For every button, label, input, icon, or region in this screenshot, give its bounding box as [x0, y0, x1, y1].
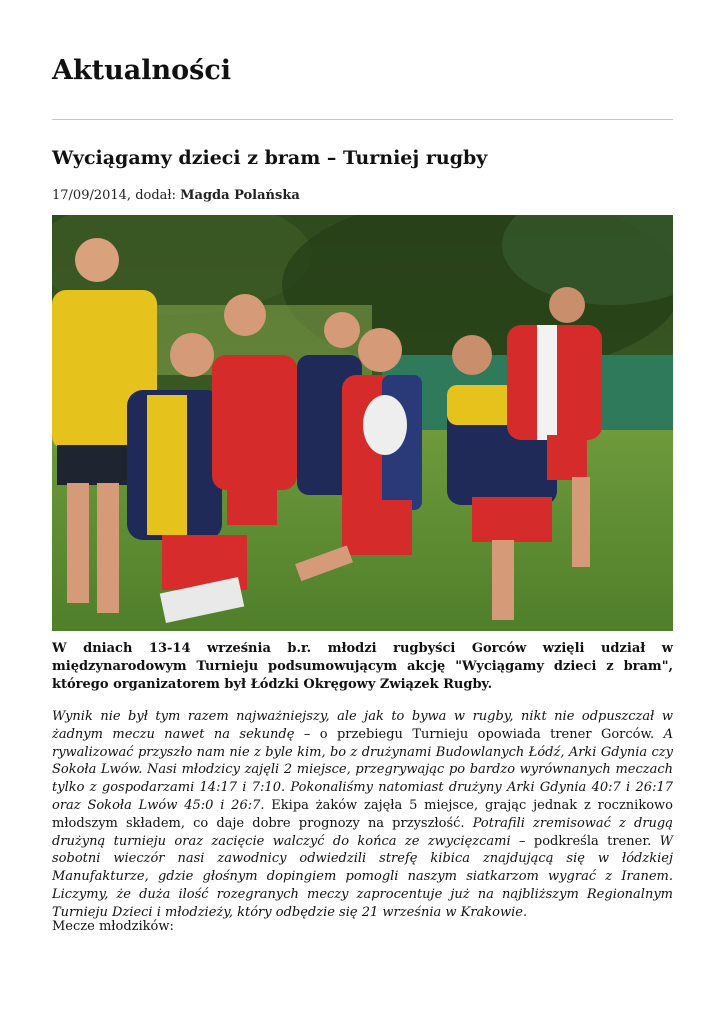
- matches-heading: Mecze młodzików:: [52, 919, 174, 934]
- divider: [52, 119, 673, 120]
- body-segment: Ekipa żaków zajęła 5 miejsce, grając jednak z rocznikowo młodszym składem, co daje dobre prognozy na przyszłość.: [52, 797, 673, 831]
- body-segment: Potrafili zremisować z drugą drużyną turnieju oraz zacięcie walczyć do końca ze zwycięzcami: [52, 815, 673, 849]
- body-segment: W sobotni wieczór nasi zawodnicy odwiedzili strefę kibica znajdującą się w łódzkiej Manufakturze, gdzie głośnym dopingiem pomogli naszym siatkarzom wygrać z Iranem. Liczymy, że duża ilość rozegranych meczy zaprocentuje już na najbliższym Regionalnym Turnieju Dzieci i młodzieży, który odbędzie się 21 września w Krakowie.: [52, 833, 673, 920]
- rugby-match-photo: [52, 215, 673, 631]
- article-body: [52, 708, 673, 922]
- post-author[interactable]: Magda Polańska: [180, 188, 300, 203]
- body-segment: Wynik nie był tym razem najważniejszy, ale jak to bywa w rugby, nikt nie odpuszczał w żadnym meczu nawet na sekundę: [52, 709, 673, 742]
- body-segment: – o przebiegu Turnieju opowiada trener Gorców.: [294, 726, 664, 742]
- body-segment: – podkreśla trener.: [510, 833, 660, 849]
- post-meta: [52, 188, 300, 203]
- post-title[interactable]: Wyciągamy dzieci z bram – Turniej rugby: [52, 147, 488, 169]
- post-date: 17/09/2014, dodał:: [52, 188, 181, 203]
- lead-paragraph: W dniach 13-14 września b.r. młodzi rugbyści Gorców wzięli udział w międzynarodowym Turnieju podsumowującym akcję "Wyciągamy dzieci z bram", którego organizatorem był Łódzki Okręgowy Związek Rugby.: [52, 641, 673, 692]
- section-title: Aktualności: [52, 55, 232, 86]
- body-segment: A rywalizować przyszło nam nie z byle kim, bo z drużynami Budowlanych Łódź, Arki Gdynia czy Sokoła Lwów. Nasi młodzicy zajęli 2 miejsce, przegrywając po bardzo wyrównanych meczach tylko z gospodarzami 14:17 i 7:10. Pokonaliśmy natomiast drużyny Arki Gdynia 40:7 i 26:17 oraz Sokoła Lwów 45:0 i 26:7.: [52, 726, 673, 813]
